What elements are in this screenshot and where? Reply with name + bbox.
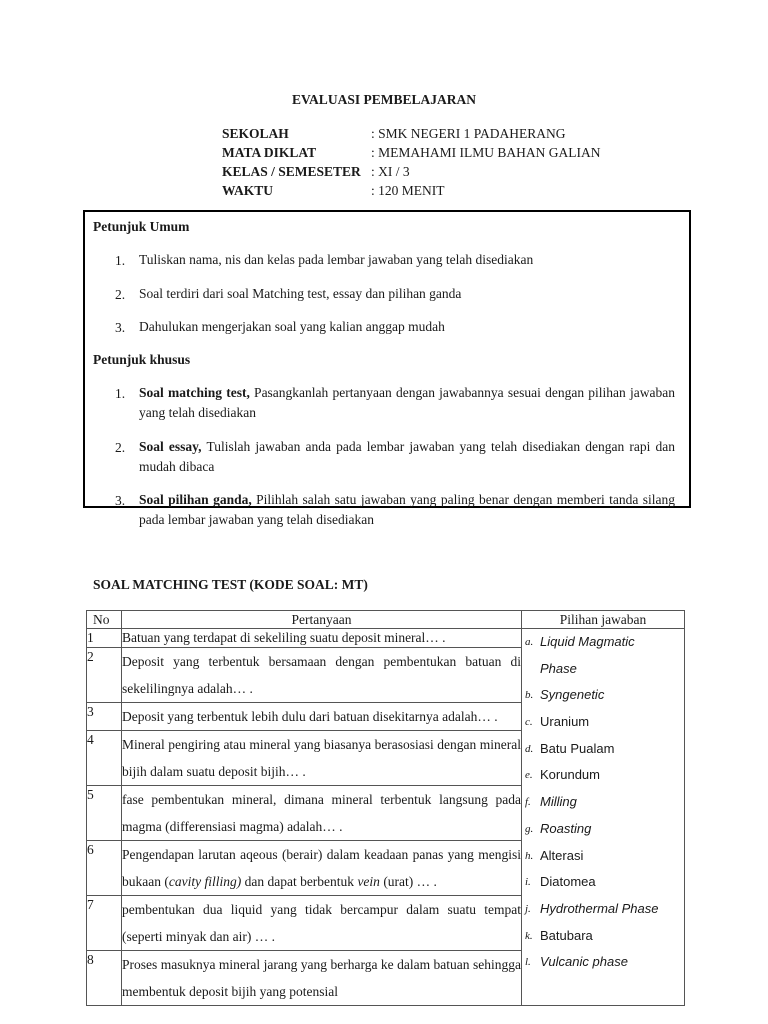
option-text: Vulcanic phase	[540, 954, 628, 970]
question-text: Batuan yang terdapat di sekeliling suatu deposit mineral… .	[122, 629, 522, 648]
question-text-part: Pengendapan larutan aqeous (berair) dalam keadaan panas yang mengisi bukaan (	[122, 847, 521, 889]
item-bold-lead: Soal pilihan ganda,	[139, 492, 252, 507]
option-letter: e.	[525, 769, 533, 782]
petunjuk-umum-item: Tuliskan nama, nis dan kelas pada lembar jawaban yang telah disediakan	[139, 252, 534, 267]
question-text-italic: vein	[357, 874, 380, 889]
answer-option	[525, 869, 684, 896]
petunjuk-khusus-item	[139, 437, 675, 477]
question-text: Deposit yang terbentuk lebih dulu dari batuan disekitarnya adalah… .	[122, 703, 522, 731]
option-text: Uranium	[540, 714, 590, 730]
info-label: MATA DIKLAT	[222, 145, 317, 160]
answer-option	[525, 843, 684, 870]
option-text: Roasting	[540, 820, 592, 836]
option-text: Hydrothermal Phase	[540, 900, 659, 916]
option-letter: i.	[525, 876, 531, 889]
answer-option	[525, 709, 684, 736]
info-value: : 120 MENIT	[371, 183, 445, 198]
question-text	[122, 841, 522, 896]
question-text-part: (urat) … .	[379, 874, 437, 889]
row-number: 5	[87, 786, 122, 841]
petunjuk-umum-heading: Petunjuk Umum	[93, 219, 190, 234]
option-text: Liquid Magmatic	[540, 634, 635, 649]
question-text: Mineral pengiring atau mineral yang biasanya berasosiasi dengan mineral bijih dalam suatu deposit bijih… .	[122, 731, 522, 786]
answer-option	[525, 789, 684, 816]
table-header-row	[87, 611, 685, 629]
item-body: Pasangkanlah pertanyaan dengan jawabannya sesuai dengan pilihan jawaban yang telah disediakan	[139, 385, 675, 420]
matching-table	[86, 610, 685, 1006]
info-row-kelas	[222, 162, 601, 181]
list-number: 1.	[115, 386, 126, 401]
answer-option	[525, 762, 684, 789]
option-letter: d.	[525, 742, 534, 755]
option-letter	[525, 656, 540, 683]
row-number: 8	[87, 951, 122, 1006]
info-label: SEKOLAH	[222, 126, 289, 141]
answer-option	[525, 923, 684, 950]
row-number: 4	[87, 731, 122, 786]
answer-option	[525, 656, 684, 683]
question-text-italic: cavity filling)	[168, 874, 242, 889]
column-header-pertanyaan: Pertanyaan	[122, 611, 522, 629]
option-letter: a.	[525, 636, 534, 648]
option-letter: g.	[525, 822, 534, 835]
item-body: Tulislah jawaban anda pada lembar jawaban yang telah disediakan dengan rapi dan mudah dibaca	[139, 439, 675, 474]
option-letter: k.	[525, 929, 533, 942]
list-number: 2.	[115, 440, 126, 455]
answer-option	[525, 896, 684, 923]
answer-option	[525, 816, 684, 843]
row-number: 3	[87, 703, 122, 731]
info-label: KELAS / SEMESETER	[222, 164, 361, 179]
info-row-waktu	[222, 181, 601, 200]
option-text: Korundum	[540, 767, 600, 783]
answer-option	[525, 629, 684, 656]
item-bold-lead: Soal matching test,	[139, 385, 250, 400]
petunjuk-umum-item: Dahulukan mengerjakan soal yang kalian anggap mudah	[139, 319, 445, 334]
option-text: Milling	[540, 794, 577, 810]
info-value: : SMK NEGERI 1 PADAHERANG	[371, 126, 566, 141]
row-number: 2	[87, 648, 122, 703]
list-number: 3.	[115, 493, 126, 508]
info-row-sekolah	[222, 124, 601, 143]
option-letter: c.	[525, 716, 533, 729]
petunjuk-khusus-item	[139, 383, 675, 423]
question-text: Proses masuknya mineral jarang yang berharga ke dalam batuan sehingga membentuk deposit bijih yang potensial	[122, 951, 522, 1006]
option-letter: j.	[525, 902, 531, 915]
row-number: 7	[87, 896, 122, 951]
list-number: 3.	[115, 320, 126, 335]
info-value: : XI / 3	[371, 164, 410, 179]
info-value: : MEMAHAMI ILMU BAHAN GALIAN	[371, 145, 601, 160]
option-text: Batubara	[540, 927, 593, 943]
answer-option	[525, 682, 684, 709]
column-header-no: No	[87, 611, 122, 629]
option-text: Batu Pualam	[540, 740, 615, 756]
petunjuk-umum-item: Soal terdiri dari soal Matching test, essay dan pilihan ganda	[139, 286, 462, 301]
answer-option	[525, 949, 684, 976]
option-text: Phase	[540, 660, 577, 676]
item-body: Pilihlah salah satu jawaban yang paling benar dengan memberi tanda silang pada lembar jawaban yang telah disediakan	[139, 492, 675, 527]
petunjuk-khusus-item	[139, 490, 675, 530]
list-number: 2.	[115, 287, 126, 302]
table-row	[87, 629, 685, 648]
info-block	[222, 124, 601, 200]
petunjuk-khusus-heading: Petunjuk khusus	[93, 352, 191, 367]
row-number: 1	[87, 629, 122, 648]
option-text: Diatomea	[540, 874, 596, 890]
answer-option	[525, 736, 684, 763]
question-text: pembentukan dua liquid yang tidak bercampur dalam suatu tempat (seperti minyak dan air) … .	[122, 896, 522, 951]
option-letter: f.	[525, 796, 531, 809]
document-title: EVALUASI PEMBELAJARAN	[292, 92, 476, 107]
list-number: 1.	[115, 253, 126, 268]
info-label: WAKTU	[222, 183, 274, 198]
question-text: Deposit yang terbentuk bersamaan dengan pembentukan batuan di sekelilingnya adalah… .	[122, 648, 522, 703]
option-letter: l.	[525, 956, 531, 969]
row-number: 6	[87, 841, 122, 896]
item-bold-lead: Soal essay,	[139, 439, 202, 454]
question-text-part: dan dapat berbentuk	[241, 874, 358, 889]
question-text: fase pembentukan mineral, dimana mineral terbentuk langsung pada magma (differensiasi magma) adalah… .	[122, 786, 522, 841]
answer-options	[522, 629, 684, 976]
info-row-mata-diklat	[222, 143, 601, 162]
matching-test-title: SOAL MATCHING TEST (KODE SOAL: MT)	[93, 577, 368, 592]
option-text: Alterasi	[540, 847, 584, 863]
column-header-pilihan: Pilihan jawaban	[522, 611, 685, 629]
option-text: Syngenetic	[540, 687, 605, 703]
option-letter: b.	[525, 689, 534, 702]
answer-options-cell	[522, 629, 685, 1006]
option-letter: h.	[525, 849, 534, 862]
